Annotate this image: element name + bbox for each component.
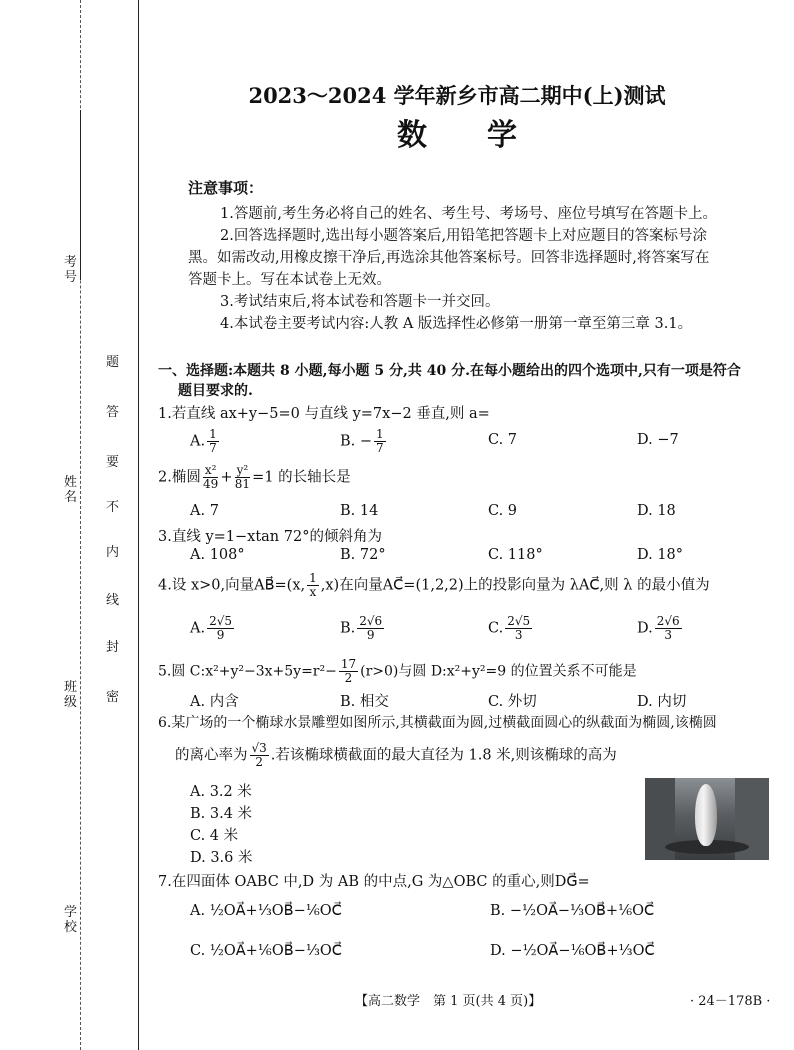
question-1-option-a: A. $\frac{1}{7}$ [190, 427, 217, 455]
question-2-stem: 2.椭圆 $\frac{\text{x²}}{49}$ + $\frac{\text{y²}}{81}$ =1 的长轴长是 [158, 463, 351, 491]
seal-char: 密 [105, 690, 119, 705]
question-2-option-c: C. 9 [488, 503, 518, 519]
question-1-option-b: B. − $\frac{1}{7}$ [340, 427, 384, 455]
notice-item: 答题卡上。写在本试卷上无效。 [188, 272, 391, 288]
seal-char: 内 [105, 545, 119, 560]
question-6-option-d: D. 3.6 米 [190, 850, 253, 866]
question-1-stem: 1.若直线 ax+y−5=0 与直线 y=7x−2 垂直,则 a= [158, 406, 490, 422]
notice-item: 1.答题前,考生务必将自己的姓名、考生号、考场号、座位号填写在答题卡上。 [220, 206, 717, 222]
question-3-stem: 3.直线 y=1−xtan 72°的倾斜角为 [158, 529, 382, 545]
subject-title: 数 学 [397, 118, 517, 153]
question-6-option-a: A. 3.2 米 [190, 784, 252, 800]
question-1-option-d: D. −7 [637, 432, 679, 448]
seal-char: 线 [105, 593, 119, 608]
question-5-option-c: C. 外切 [488, 694, 537, 710]
question-7-option-c: C. ½OA⃗+⅙OB⃗−⅓OC⃗ [190, 943, 342, 959]
margin-xingming: 姓名 [63, 475, 77, 505]
question-1-option-c: C. 7 [488, 432, 518, 448]
notice-item: 2.回答选择题时,选出每小题答案后,用铅笔把答题卡上对应题目的答案标号涂 [220, 228, 708, 244]
question-6-stem: 6.某广场的一个椭球水景雕塑如图所示,其横截面为圆,过横截面圆心的纵截面为椭圆,该椭圆 [158, 715, 717, 731]
page-footer: 【高二数学 第 1 页(共 4 页)】 [355, 994, 542, 1009]
question-3-option-d: D. 18° [637, 547, 684, 563]
question-7-option-a: A. ½OA⃗+⅓OB⃗−⅙OC⃗ [190, 903, 342, 919]
notice-item: 黑。如需改动,用橡皮擦干净后,再选涂其他答案标号。回答非选择题时,将答案写在 [188, 250, 710, 266]
question-3-option-b: B. 72° [340, 547, 386, 563]
section-heading: 一、选择题:本题共 8 小题,每小题 5 分,共 40 分.在每小题给出的四个选项中,只有一项是符合 [158, 363, 741, 379]
question-5-stem: 5.圆 C:x²+y²−3x+5y=r²− $\frac{17}{2}$ (r>0)与圆 D:x²+y²=9 的位置关系不可能是 [158, 657, 637, 685]
question-4-option-a: A. $\frac{2√5}{9}$ [190, 614, 233, 642]
question-7-option-b: B. −½OA⃗−⅓OB⃗+⅙OC⃗ [490, 903, 655, 919]
notice-item: 4.本试卷主要考试内容:人教 A 版选择性必修第一册第一章至第三章 3.1。 [220, 316, 693, 332]
question-6-stem-cont: 的离心率为 $\frac{√3}{2}$ .若该椭球横截面的最大直径为 1.8 米,则该椭球的高为 [175, 741, 617, 769]
question-2-option-b: B. 14 [340, 503, 379, 519]
question-2-option-d: D. 18 [637, 503, 676, 519]
question-7-option-d: D. −½OA⃗−⅙OB⃗+⅓OC⃗ [490, 943, 655, 959]
question-5-option-a: A. 内含 [190, 694, 239, 710]
question-7-stem: 7.在四面体 OABC 中,D 为 AB 的中点,G 为△OBC 的重心,则DG⃗= [158, 874, 590, 890]
question-6-option-c: C. 4 米 [190, 828, 239, 844]
question-5-option-b: B. 相交 [340, 694, 389, 710]
seal-char: 封 [105, 640, 119, 655]
question-6-option-b: B. 3.4 米 [190, 806, 253, 822]
ellipsoid-sculpture-photo [645, 778, 769, 860]
seal-char: 要 [105, 455, 119, 470]
question-4-option-b: B. $\frac{2√6}{9}$ [340, 614, 383, 642]
question-4-option-d: D. $\frac{2√6}{3}$ [637, 614, 680, 642]
seal-char: 答 [105, 405, 119, 420]
margin-kaohao: 考号 [63, 255, 77, 285]
exam-code: · 24－178B · [690, 994, 771, 1009]
notice-heading: 注意事项： [188, 179, 264, 197]
section-heading-cont: 题目要求的. [178, 383, 253, 399]
question-3-option-a: A. 108° [190, 547, 245, 563]
question-5-option-d: D. 内切 [637, 694, 687, 710]
binding-line-inner [138, 0, 139, 1050]
notice-item: 3.考试结束后,将本试卷和答题卡一并交回。 [220, 294, 500, 310]
question-3-option-c: C. 118° [488, 547, 543, 563]
question-4-stem: 4.设 x>0,向量AB⃗=(x, $\frac{1}{x}$ ,x)在向量AC⃗=(1,2,2)上的投影向量为 λAC⃗,则 λ 的最小值为 [158, 571, 710, 599]
seal-char: 题 [105, 355, 119, 370]
seal-char: 不 [105, 500, 119, 515]
exam-title: 2023～2024 学年新乡市高二期中(上)测试 [248, 83, 666, 108]
question-4-option-c: C. $\frac{2√5}{3}$ [488, 614, 531, 642]
margin-xuexiao: 学校 [63, 905, 77, 935]
margin-banji: 班级 [63, 680, 77, 710]
question-2-option-a: A. 7 [190, 503, 219, 519]
